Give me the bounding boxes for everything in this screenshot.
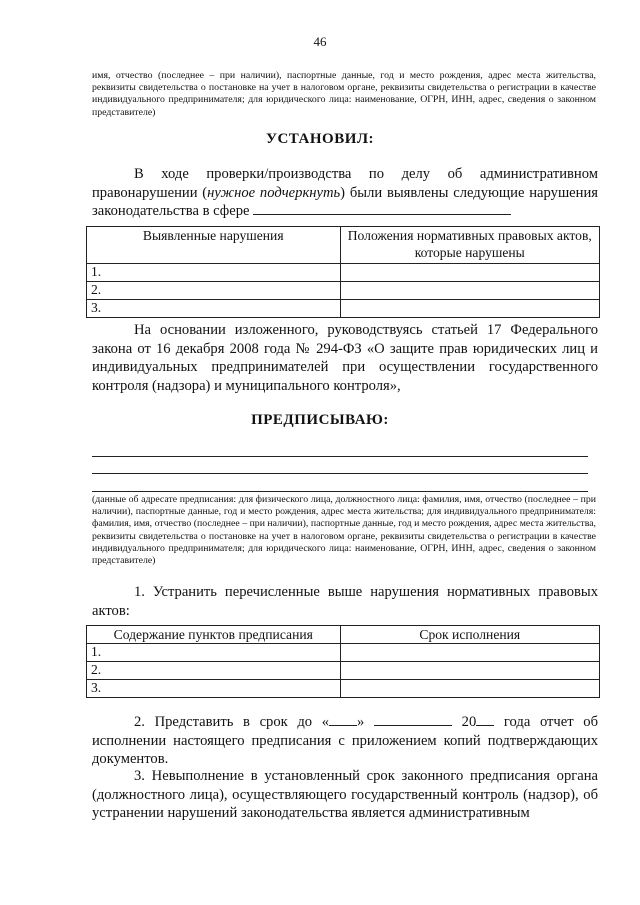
top-note: имя, отчество (последнее – при наличии), паспортные данные, год и место рождения, адрес места жительства, реквизиты свидетельства о постановке на учет в налоговом органе, реквизиты свидетельства о регистрации в качестве индивидуального предпринимателя; для юридического лица: наименование, ОГРН, ИНН, адрес, сведения о законном представителе) (92, 70, 596, 118)
table-header-cell: Содержание пунктов предписания (87, 626, 341, 644)
heading-prescribe: ПРЕДПИСЫВАЮ: (251, 412, 389, 428)
table-cell (340, 644, 599, 662)
item3-text: 3. Невыполнение в установленный срок законного предписания органа (должностного лица), осуществляющего государственный контроль (надзор), об устранении нарушений законодательства является административным (92, 768, 598, 822)
item1-text: 1. Устранить перечисленные выше нарушения нормативных правовых актов: (92, 584, 598, 619)
table-cell (340, 662, 599, 680)
table-header-row (87, 626, 600, 644)
table-header-cell: Выявленные нарушения (87, 227, 341, 264)
table-cell (340, 680, 599, 698)
table-cell (340, 264, 600, 282)
table-header-cell: Срок исполнения (340, 626, 599, 644)
table-cell: 2. (87, 662, 341, 680)
table-row (87, 644, 600, 662)
table-header-row (87, 227, 600, 264)
table-row (87, 662, 600, 680)
item2-part2: » (357, 714, 365, 730)
legal-basis-paragraph (92, 321, 598, 395)
page-number: 46 (313, 34, 327, 49)
table-header-cell: Положения нормативных правовых актов, которые нарушены (340, 227, 600, 264)
day-blank (329, 713, 357, 726)
item2-part1: 2. Представить в срок до « (134, 714, 330, 730)
item2-part3: 20 (461, 714, 477, 730)
year-blank (476, 713, 494, 726)
table-cell: 1. (87, 644, 341, 662)
item-1 (92, 583, 598, 620)
violations-table (86, 226, 600, 318)
table-row (87, 680, 600, 698)
para1-start: В ходе проверки/производства по делу об административном правонарушении ( (92, 166, 598, 201)
table-cell: 3. (87, 680, 341, 698)
inspection-paragraph (92, 165, 598, 221)
table-row (87, 300, 600, 318)
blank-line (92, 456, 588, 457)
item-2 (92, 713, 598, 769)
para1-italic: нужное подчеркнуть (207, 184, 341, 201)
blank-line (92, 473, 588, 474)
addressee-note: (данные об адресате предписания: для физического лица, должностного лица: фамилия, имя, отчество (последнее – при наличии), паспортные данные, год и место рождения, адрес места жительства; для индивидуального предпринимателя: фамилия, имя, отчество (последнее – при наличии), паспортные данные, год и место рождения, адрес места жительства, реквизиты свидетельства о постановке на учет в налоговом органе, реквизиты свидетельства о регистрации в качестве индивидуального предпринимателя; для юридического лица: наименование, ОГРН, ИНН, адрес, сведения о законном представителе) (92, 494, 596, 567)
table-row (87, 264, 600, 282)
sphere-blank-line (253, 202, 511, 215)
item-3 (92, 767, 598, 823)
table-cell: 1. (87, 264, 341, 282)
prescription-table (86, 625, 600, 698)
para2-text: На основании изложенного, руководствуясь статьей 17 Федерального закона от 16 декабря 2008 года № 294-ФЗ «О защите прав юридических лиц и индивидуальных предпринимателей при осуществлении государственного контроля (надзора) и муниципального контроля», (92, 322, 598, 394)
table-cell: 2. (87, 282, 341, 300)
heading-established: УСТАНОВИЛ: (265, 131, 375, 147)
para1-end: ) были выявлены следующие нарушения законодательства в сфере (92, 184, 598, 220)
table-cell: 3. (87, 300, 341, 318)
table-cell (340, 282, 600, 300)
blank-line (92, 491, 588, 492)
table-cell (340, 300, 600, 318)
month-blank (374, 713, 452, 726)
table-row (87, 282, 600, 300)
item2-part4: года отчет об исполнении настоящего предписания с приложением копий подтверждающих документов. (92, 714, 598, 768)
